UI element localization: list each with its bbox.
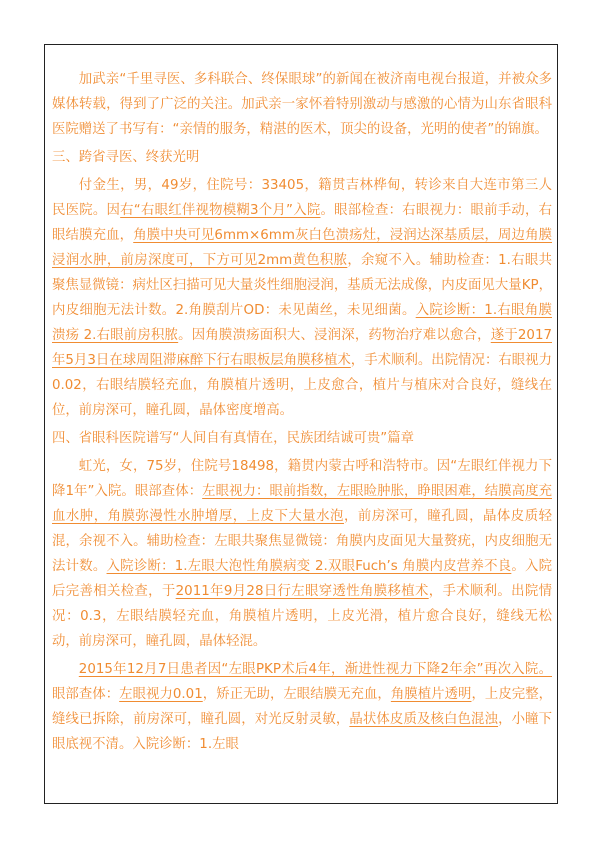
case-text: ，小瞳下眼底视不清。入院诊断：1.左眼: [52, 712, 553, 752]
paragraph-case-fu-jinsheng: [52, 173, 552, 423]
paragraph-banner-news: 加武亲“千里寻医、多科联合、终保眼球”的新闻在被济南电视台报道，并被众多媒体转载，得到了广泛的关注。加武亲一家怀着特别激动与感激的心情为山东省眼科医院赠送了书写有：“亲情的服务，精湛的医术，顶尖的设备，光明的使者”的锦旗。: [52, 72, 552, 137]
case-text: ，前房深可，瞳孔圆，晶体皮质轻混，余视不入。辅助检查：左眼共聚焦显微镜：角膜内皮面见大量赘疣，内皮细胞无法计数。: [52, 509, 553, 574]
case-text: 。因角膜溃疡面积大、浸润深，药物治疗难以愈合，: [178, 328, 491, 343]
case-text: ，上皮完整，缝线已拆除，前房深可，瞳孔圆，对光反射灵敏，: [52, 687, 553, 727]
section-heading-4: 四、省眼科医院谱写“人间自有真情在，民族团结诚可贵”篇章: [52, 431, 415, 446]
case-text: 眼部查体：: [52, 687, 120, 702]
case-text: 。入院后完善相关检查，于: [52, 559, 553, 599]
case-text: 付金生，男，49岁，住院号：33405，籍贯吉林桦甸，转诊来自大连市第三人民医院。因: [52, 178, 552, 218]
case-text: ，余窥不入。辅助检查：1.右眼共聚焦显微镜：病灶区扫描可见大量炎性细胞浸润，基质无法成像，内皮面见大量KP，内皮细胞无法计数。2.角膜刮片OD：未见菌丝，未见细菌。: [52, 253, 553, 318]
lens-finding: 晶状体皮质及核白色混浊: [349, 712, 499, 727]
paragraph-readmission: [52, 657, 552, 757]
document-frame: [44, 44, 558, 804]
case-text: 虹光，女，75岁，住院号18498，籍贯内蒙古呼和浩特市。因“左眼红伴视力下降1年”入院。眼部查体：: [52, 459, 552, 499]
graft-status: 角膜植片透明: [390, 687, 472, 702]
surgery-record: 遂于2017年5月3日在球周阻滞麻醉下行右眼板层角膜移植术: [52, 328, 552, 368]
admission-diagnosis: 入院诊断：1.左眼大泡性角膜病变 2.双眼Fuch’s 角膜内皮营养不良: [106, 559, 512, 574]
readmission-reason: 2015年12月7日患者因“左眼PKP术后4年，渐进性视力下降2年余”再次入院。: [78, 662, 552, 677]
exam-finding: 左眼视力：眼前指数，左眼睑肿胀，睁眼困难，结膜高度充血水肿，角膜弥漫性水肿增厚，上皮下大量水泡: [52, 484, 552, 524]
case-text: ，手术顺利。出院情况：右眼视力0.02，右眼结膜轻充血，角膜植片透明，上皮愈合，植片与植床对合良好，缝线在位，前房深可，瞳孔圆，晶体密度增高。: [52, 353, 552, 418]
case-text: ，手术顺利。出院情况：0.3，左眼结膜轻充血，角膜植片透明，上皮光滑，植片愈合良好，缝线无松动，前房深可，瞳孔圆，晶体轻混。: [52, 584, 553, 649]
case-text: ，矫正无助，左眼结膜无充血，: [202, 687, 391, 702]
exam-finding: 角膜中央可见6mm×6mm灰白色溃疡灶，浸润达深基质层，周边角膜浸润水肿，前房深度可，下方可见2mm黄色积脓: [52, 228, 553, 268]
visual-acuity: 左眼视力0.01: [119, 687, 203, 702]
chief-complaint: 右“右眼红伴视物模糊3个月”入院: [120, 203, 321, 218]
surgery-record: 2011年9月28日行左眼穿透性角膜移植术: [175, 584, 429, 599]
admission-diagnosis: 入院诊断：1.右眼角膜溃疡 2.右眼前房积脓: [52, 303, 552, 343]
section-heading-3: 三、跨省寻医、终获光明: [52, 150, 200, 165]
case-text: 。眼部检查：右眼视力：眼前手动，右眼结膜充血，: [52, 203, 553, 243]
document-body: [52, 67, 552, 757]
paragraph-case-hong-guang: [52, 454, 552, 654]
